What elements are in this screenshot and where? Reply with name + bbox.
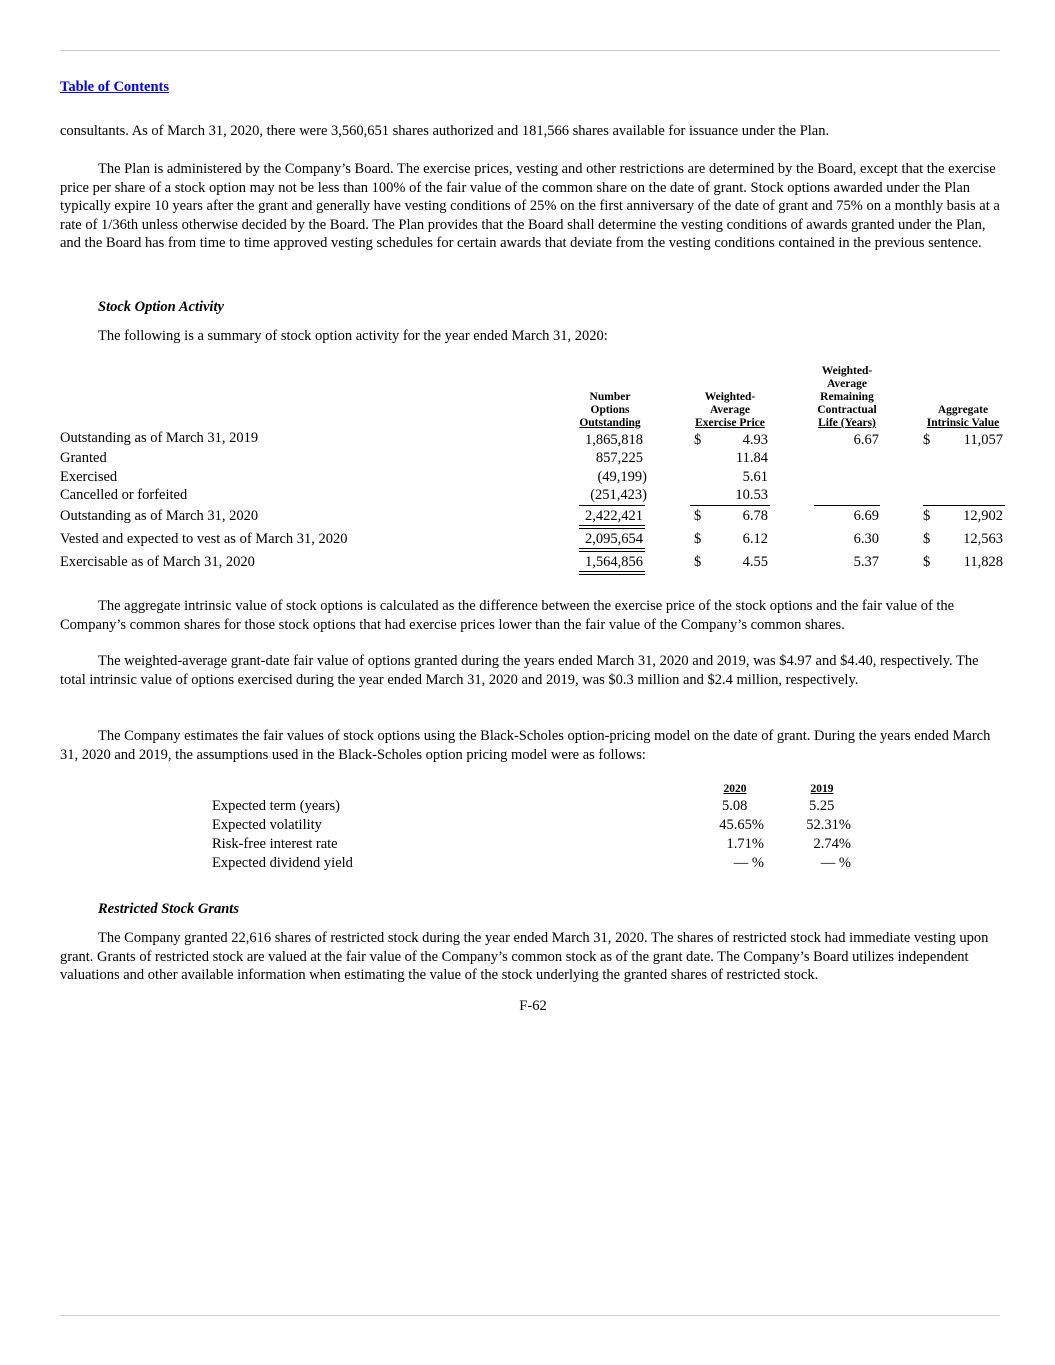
- cell-life: 5.37: [853, 554, 879, 570]
- cell-value: 12,563: [963, 531, 1003, 547]
- header-contractual-life: Weighted- Average Remaining Contractual Life (Years): [817, 365, 877, 429]
- heading-stock-option-activity: Stock Option Activity: [98, 299, 224, 315]
- row-label: Exercised: [60, 469, 118, 485]
- header-year-2019: 2019: [810, 783, 834, 795]
- cell-2019: 52.31%: [806, 817, 851, 833]
- cell-life: 6.67: [853, 432, 879, 448]
- cell-number: 857,225: [595, 450, 643, 466]
- cell-life: 6.30: [853, 531, 879, 547]
- cell-currency: $: [923, 554, 931, 570]
- cell-2020: 45.65%: [719, 817, 764, 833]
- cell-price: 6.78: [742, 508, 768, 524]
- cell-currency: $: [923, 432, 931, 448]
- cell-value: 11,828: [963, 554, 1003, 570]
- header-year-2020: 2020: [723, 783, 747, 795]
- paragraph-grant-date-fair-value: The weighted-average grant-date fair value of options granted during the years ended March 31, 2020 and 2019, was $4.97 and $4.40, respectively. The total intrinsic value of options exercised during the year ended March 31, 2020 and 2019, was $0.3 million and $2.4 million, respectively.: [60, 653, 979, 688]
- row-label: Cancelled or forfeited: [60, 487, 188, 503]
- cell-currency: $: [923, 508, 931, 524]
- cell-price: 4.93: [742, 432, 768, 448]
- subtotal-rule: [923, 505, 1005, 506]
- paragraph-plan-administration: The Plan is administered by the Company’s Board. The exercise prices, vesting and other restrictions are determined by the Board, except that the exercise price per share of a stock option may not be less than 100% of the fair value of the common share on the date of grant. Stock options awarded under the Plan typically expire 10 years after the grant and generally have vesting conditions of 25% on the first anniversary of the date of grant and 75% on a monthly basis at a rate of 1/36th unless otherwise decided by the Board. The Plan provides that the Board shall determine the vesting conditions of awards granted under the Plan, and the Board has from time to time approved vesting schedules for certain awards that deviate from the vesting conditions contained in the previous sentence.: [60, 161, 1000, 251]
- cell-currency: $: [694, 432, 702, 448]
- cell-number: (251,423): [590, 487, 647, 503]
- cell-number: 1,865,818: [585, 432, 643, 448]
- header-number-options: Number Options Outstanding: [579, 391, 641, 429]
- paragraph-authorized-shares: consultants. As of March 31, 2020, there were 3,560,651 shares authorized and 181,566 shares available for issuance under the Plan.: [60, 123, 830, 139]
- row-label: Outstanding as of March 31, 2019: [60, 430, 259, 446]
- total-double-rule: [579, 525, 645, 529]
- subtotal-rule: [690, 505, 770, 506]
- cell-2019: — %: [820, 855, 851, 871]
- cell-price: 10.53: [735, 487, 768, 503]
- cell-2020: 5.08: [722, 798, 748, 814]
- paragraph-restricted-stock: The Company granted 22,616 shares of restricted stock during the year ended March 31, 2020. The shares of restricted stock had immediate vesting upon grant. Grants of restricted stock are valued at the fair value of the Company’s common stock as of the grant date. The Company’s Board utilizes independent valuations and other available information when estimating the value of the stock underlying the granted shares of restricted stock.: [60, 930, 989, 983]
- paragraph-intrinsic-value: The aggregate intrinsic value of stock options is calculated as the difference between the exercise price of the stock options and the fair value of the Company’s common shares for those stock options that had exercise prices lower than the fair value of the Company’s common shares.: [60, 598, 955, 633]
- cell-2020: — %: [733, 855, 764, 871]
- cell-price: 4.55: [742, 554, 768, 570]
- subtotal-rule: [579, 505, 645, 506]
- paragraph-black-scholes: The Company estimates the fair values of stock options using the Black-Scholes option-pricing model on the date of grant. During the years ended March 31, 2020 and 2019, the assumptions used in the Black-Scholes option pricing model were as follows:: [60, 728, 991, 763]
- cell-number: 1,564,856: [585, 554, 643, 570]
- cell-life: 6.69: [853, 508, 879, 524]
- cell-2019: 5.25: [809, 798, 835, 814]
- header-exercise-price: Weighted- Average Exercise Price: [695, 391, 765, 429]
- cell-value: 11,057: [963, 432, 1003, 448]
- cell-number: (49,199): [597, 469, 647, 485]
- paragraph-summary-intro: The following is a summary of stock option activity for the year ended March 31, 2020:: [98, 328, 608, 344]
- row-label: Expected volatility: [212, 817, 322, 833]
- table-of-contents-link[interactable]: Table of Contents: [60, 79, 170, 95]
- cell-2020: 1.71%: [726, 836, 764, 852]
- header-intrinsic-value: Aggregate Intrinsic Value: [926, 404, 1000, 429]
- cell-number: 2,422,421: [585, 508, 643, 524]
- row-label: Expected dividend yield: [212, 855, 353, 871]
- cell-number: 2,095,654: [585, 531, 643, 547]
- cell-price: 5.61: [742, 469, 768, 485]
- cell-currency: $: [694, 554, 702, 570]
- row-label: Granted: [60, 450, 107, 466]
- row-label: Risk-free interest rate: [212, 836, 338, 852]
- cell-value: 12,902: [963, 508, 1003, 524]
- bottom-rule: [60, 1315, 1000, 1316]
- total-double-rule: [579, 571, 645, 575]
- cell-currency: $: [694, 508, 702, 524]
- row-label: Exercisable as of March 31, 2020: [60, 554, 255, 570]
- cell-2019: 2.74%: [813, 836, 851, 852]
- total-double-rule: [579, 548, 645, 552]
- heading-restricted-stock-grants: Restricted Stock Grants: [98, 901, 239, 917]
- cell-currency: $: [923, 531, 931, 547]
- row-label: Expected term (years): [212, 798, 341, 814]
- top-rule: [60, 50, 1000, 51]
- subtotal-rule: [814, 505, 880, 506]
- cell-price: 11.84: [735, 450, 768, 466]
- cell-currency: $: [694, 531, 702, 547]
- row-label: Vested and expected to vest as of March 31, 2020: [60, 531, 348, 547]
- cell-price: 6.12: [742, 531, 768, 547]
- page-number: F-62: [519, 998, 547, 1014]
- row-label: Outstanding as of March 31, 2020: [60, 508, 259, 524]
